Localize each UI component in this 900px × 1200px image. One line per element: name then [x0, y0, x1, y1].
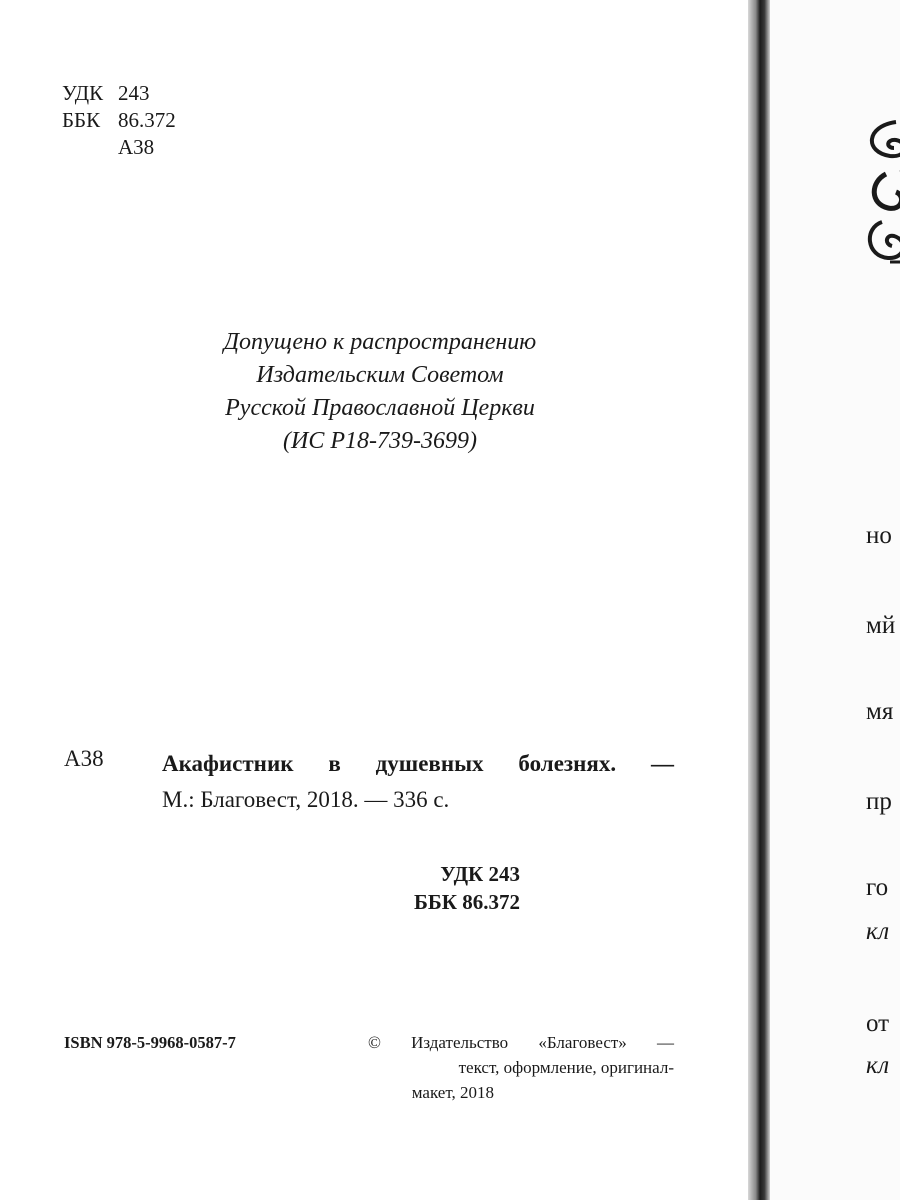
book-gutter: [748, 0, 770, 1200]
right-page-fragment: кл: [866, 918, 890, 945]
isbn: ISBN 978-5-9968-0587-7: [64, 1033, 236, 1052]
copyright-notice: [368, 1030, 674, 1105]
author-mark: А38: [118, 135, 155, 159]
right-page-fragment: мй: [866, 612, 896, 639]
right-page-fragment: но: [866, 522, 892, 549]
classification-block: [62, 80, 176, 161]
right-page-fragment: пр: [866, 788, 892, 815]
right-page-fragment: от: [866, 1010, 890, 1037]
udk-right: УДК 243: [440, 862, 520, 886]
bbk-label: ББК: [62, 108, 101, 132]
bbk-value: 86.372: [118, 108, 176, 132]
udk-value: 243: [118, 81, 150, 105]
ornament-icon: [856, 112, 900, 272]
entry-code: А38: [64, 746, 104, 771]
bbk-right: ББК 86.372: [414, 890, 520, 914]
entry-title: Акафистник в душевных болезнях. —: [162, 751, 674, 776]
approval-line-4: (ИС Р18-739-3699): [283, 428, 477, 454]
entry-imprint: М.: Благовест, 2018. — 336 с.: [162, 787, 450, 812]
approval-notice: [0, 326, 760, 458]
approval-line-1: Допущено к распространению: [223, 329, 537, 355]
copyright-line-2: текст, оформление, оригинал-: [458, 1058, 674, 1077]
copyright-line-1: © Издательство «Благовест» —: [368, 1033, 674, 1052]
right-page-fragment: мя: [866, 698, 894, 725]
right-page-fragment: кл: [866, 1052, 890, 1079]
approval-line-2: Издательским Советом: [256, 362, 504, 388]
approval-line-3: Русской Православной Церкви: [225, 395, 535, 421]
udk-label: УДК: [62, 81, 104, 105]
right-page: [770, 0, 900, 1200]
right-page-fragment: го: [866, 874, 889, 901]
classification-right: [414, 860, 520, 916]
bibliographic-entry: [162, 746, 674, 818]
copyright-line-3: макет, 2018: [411, 1083, 494, 1102]
